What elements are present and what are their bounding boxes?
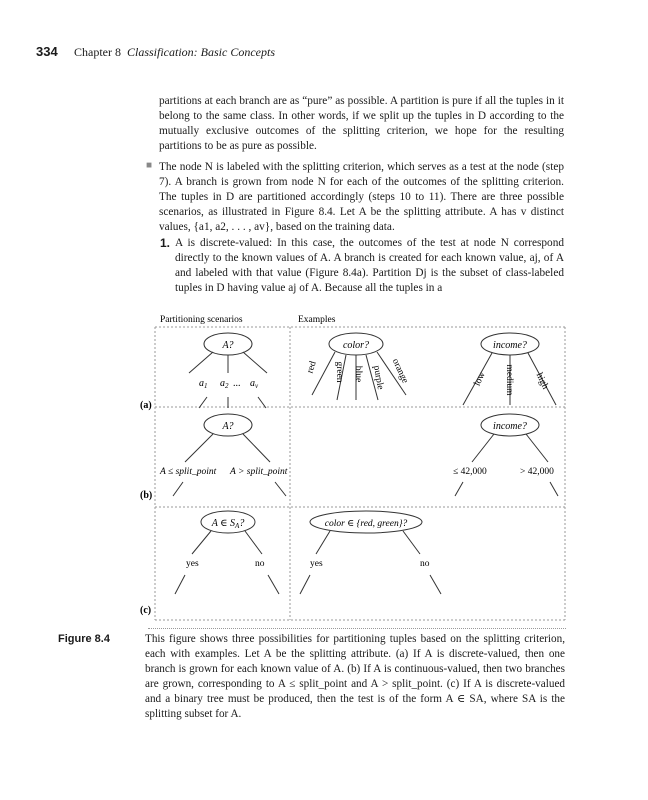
list-number: 1. xyxy=(160,236,171,250)
branch-label-gt: A > split_point xyxy=(230,467,288,477)
page-number: 334 xyxy=(36,44,58,59)
node-income-b-label: income? xyxy=(493,421,527,432)
col-header-left: Partitioning scenarios xyxy=(160,315,243,325)
node-b-label: A? xyxy=(222,421,234,432)
value-purple: purple xyxy=(370,364,386,391)
value-red: red xyxy=(305,360,319,375)
caption-rule xyxy=(148,628,566,629)
node-color-c-label: color ∈ {red, green}? xyxy=(324,519,408,529)
figure-label: Figure 8.4 xyxy=(58,633,110,645)
paragraph-1: partitions at each branch are as “pure” as possible. A partition is pure if all the tuples in it belong to the same class. In other words, if we split up the tuples in D according to the mutually exclusive outcomes of the splitting criterion, we hope for the resulting partitions to be as pure as possible. xyxy=(159,95,564,152)
paragraph-2: The node N is labeled with the splitting criterion, which serves as a test at the node (step 7). A branch is grown from node N for each of the outcomes of the splitting criterion. The tuples in D are partitioned accordingly (steps 10 to 11). There are three possible scenarios, as illustrated in Figure 8.4. Let A be the splitting attribute. A has v distinct values, {a1, a2, . . . , av}, based on the training data. xyxy=(159,161,564,233)
value-blue: blue xyxy=(353,365,363,383)
col-header-right: Examples xyxy=(298,315,336,325)
node-c-label: A ∈ $S_A$? xyxy=(211,518,245,530)
leaf-line-a1 xyxy=(199,397,207,408)
value-orange: orange xyxy=(389,357,410,385)
row-label-b: (b) xyxy=(140,490,153,501)
branch-label-color-yes: yes xyxy=(310,559,323,569)
branch-ellipsis: ... xyxy=(233,378,241,389)
leaf-line-income-gt xyxy=(550,482,558,496)
row-label-c: (c) xyxy=(140,605,152,616)
leaf-line-c-no xyxy=(268,575,279,594)
branch-label-av: $a_v$ xyxy=(250,378,259,390)
branch-label-a2: $a_2$ xyxy=(220,378,229,390)
chapter-title: Classification: Basic Concepts xyxy=(127,45,275,59)
chapter-label: Chapter 8 xyxy=(74,45,121,59)
leaf-line-av xyxy=(258,397,266,408)
branch-label-income-gt: > 42,000 xyxy=(520,467,554,477)
leaf-line-income-le xyxy=(455,482,463,496)
value-medium: medium xyxy=(504,364,514,396)
branch-label-a1: $a_1$ xyxy=(199,378,208,390)
branch-gt xyxy=(243,434,270,462)
branch-a1 xyxy=(189,352,213,373)
branch-color-yes xyxy=(316,531,330,554)
node-income-a-label: income? xyxy=(493,340,527,351)
node-a-label: A? xyxy=(222,340,234,351)
branch-c-yes xyxy=(192,531,211,554)
branch-label-le: A ≤ split_point xyxy=(160,467,217,477)
branch-le xyxy=(185,434,213,462)
branch-label-c-no: no xyxy=(255,559,265,569)
figure-caption: This figure shows three possibilities for partitioning tuples based on the splitting criterion, each with examples. Let A be the splitting attribute. (a) If A is discrete-valued, then one branch is grown for each known value of A. (b) If A is continuous-valued, then two branches are grown, corresponding to A ≤ split_point and A > split_point. (c) If A is discrete-valued and a binary tree must be produced, then the test is of the form A ∈ SA, where SA is the splitting subset for A. xyxy=(145,633,565,720)
row-label-a: (a) xyxy=(140,400,152,411)
list-item-1: A is discrete-valued: In this case, the outcomes of the test at node N correspond directly to the known values of A. A branch is created for each known value, aj, of A and labeled with that value (Figure 8.4a). Partition Dj is the subset of class-labeled tuples in D having value aj of A. Because all the tuples in a xyxy=(175,237,564,294)
value-high: high xyxy=(533,371,550,391)
leaf-line-c-yes xyxy=(175,575,185,594)
node-color-label: color? xyxy=(342,340,370,351)
branch-red xyxy=(312,352,335,395)
branch-income-le xyxy=(472,434,494,462)
branch-label-color-no: no xyxy=(420,559,430,569)
leaf-line-color-no xyxy=(430,575,441,594)
branch-label-income-le: ≤ 42,000 xyxy=(453,467,487,477)
branch-c-no xyxy=(245,531,262,554)
branch-av xyxy=(243,352,267,373)
leaf-line-gt xyxy=(275,482,286,496)
leaf-line-color-yes xyxy=(300,575,310,594)
bullet-icon: ■ xyxy=(146,160,153,171)
value-low: low xyxy=(472,370,488,388)
branch-color-no xyxy=(403,531,420,554)
branch-label-c-yes: yes xyxy=(186,559,199,569)
value-green: green xyxy=(334,361,344,383)
branch-income-gt xyxy=(526,434,548,462)
leaf-line-le xyxy=(173,482,183,496)
